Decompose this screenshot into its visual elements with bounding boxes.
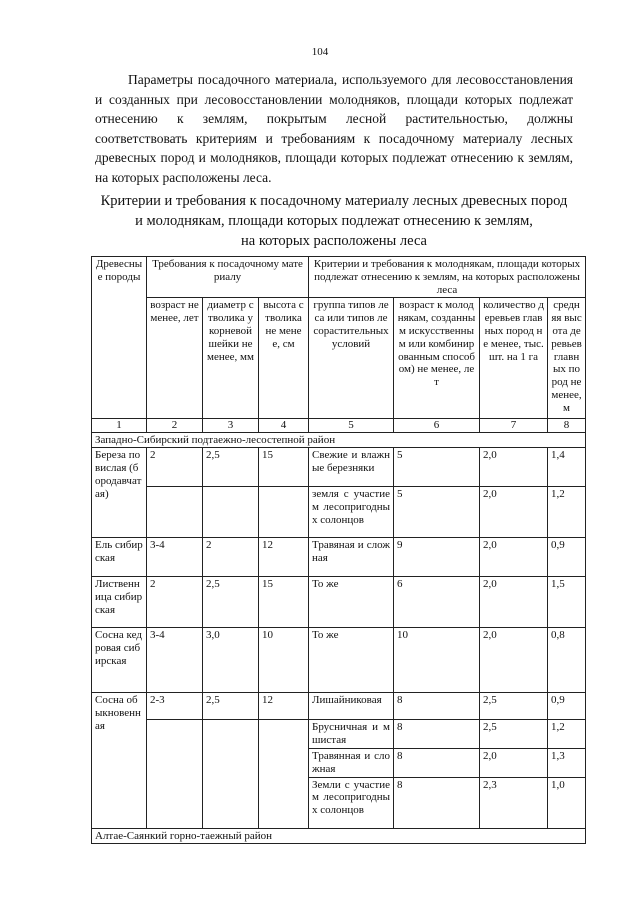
forest-type: Травянная и сложная [309,748,394,777]
column-number: 7 [480,419,548,433]
young-age: 8 [394,693,480,720]
tree-count: 2,0 [480,538,548,577]
young-age: 9 [394,538,480,577]
tree-count: 2,5 [480,693,548,720]
tree-count: 2,0 [480,577,548,628]
seedling-age: 2 [147,577,203,628]
table-row [92,538,586,577]
avg-height: 0,9 [548,538,586,577]
header-species: Древесные породы [92,257,147,419]
avg-height: 1,2 [548,720,586,749]
column-number: 6 [394,419,480,433]
species-name: Сосна кедровая сибирская [92,628,147,693]
forest-type: земля с участием лесопригодных солонцов [309,487,394,538]
table-row [92,720,586,749]
forest-type: Земли с участием лесопригодных солонцов [309,777,394,828]
species-name: Береза повислая (бородавчатая) [92,448,147,538]
forest-type: То же [309,628,394,693]
page-number: 104 [311,46,329,58]
seedling-diameter: 3,0 [203,628,259,693]
seedling-age: 2 [147,448,203,487]
region-row [92,828,586,843]
seedling-diameter: 2 [203,538,259,577]
region-name: Алтае-Саянкий горно-таежный район [92,828,586,843]
seedling-height: 15 [259,448,309,487]
seedling-height: 12 [259,538,309,577]
column-number: 5 [309,419,394,433]
young-age: 6 [394,577,480,628]
avg-height: 1,0 [548,777,586,828]
species-name: Ель сибирская [92,538,147,577]
table-row [92,777,586,828]
header-height: высота стволика не менее, см [259,298,309,419]
table-row [92,448,586,487]
table-title-line: Критерии и требования к посадочному материалу лесных древесных пород [100,193,568,209]
tree-count: 2,0 [480,748,548,777]
column-number: 1 [92,419,147,433]
avg-height: 1,3 [548,748,586,777]
seedling-diameter: 2,5 [203,693,259,720]
young-age: 8 [394,720,480,749]
young-age: 8 [394,748,480,777]
column-number: 2 [147,419,203,433]
column-number-row [92,419,586,433]
header-forest-type: группа типов леса или типов лесорастительных условий [309,298,394,419]
avg-height: 1,4 [548,448,586,487]
avg-height: 0,8 [548,628,586,693]
tree-count: 2,0 [480,448,548,487]
table-row [92,693,586,720]
seedling-age: 3-4 [147,628,203,693]
table-row [92,487,586,538]
column-number: 3 [203,419,259,433]
header-planting-requirements: Требования к посадочному материалу [147,257,309,298]
young-age: 5 [394,487,480,538]
table-title [95,191,573,251]
intro-paragraph: Параметры посадочного материала, используемого для лесовосстановления и созданных при лесовосстановлении молодняков, площади которых подлежат отнесению к землям, покрытым лесной растительностью, должны соответствовать критериям и требованиям к посадочному материалу лесных древесных пород и молодняков, площади которых подлежат отнесению к землям, на которых расположены леса. [95,72,573,185]
table-row [92,748,586,777]
young-age: 10 [394,628,480,693]
avg-height: 0,9 [548,693,586,720]
forest-type: Травяная и сложная [309,538,394,577]
table-row [92,577,586,628]
region-row [92,433,586,448]
forest-type: Свежие и влажные березняки [309,448,394,487]
seedling-age: 3-4 [147,538,203,577]
species-name: Лиственница сибирская [92,577,147,628]
tree-count: 2,5 [480,720,548,749]
avg-height: 1,5 [548,577,586,628]
table-title-line: и молоднякам, площади которых подлежат отнесению к землям, [135,213,533,229]
seedling-diameter: 2,5 [203,448,259,487]
seedling-height: 15 [259,577,309,628]
seedling-diameter: 2,5 [203,577,259,628]
tree-count: 2,0 [480,628,548,693]
species-name: Сосна обыкновенная [92,693,147,828]
region-name: Западно-Сибирский подтаежно-лесостепной район [92,433,586,448]
forest-type: Брусничная и мшистая [309,720,394,749]
header-tree-count: количество деревьев главных пород не менее, тыс. шт. на 1 га [480,298,548,419]
header-diameter: диаметр стволика у корневой шейки не менее, мм [203,298,259,419]
forest-type: То же [309,577,394,628]
header-young-stand-criteria: Критерии и требования к молоднякам, площади которых подлежат отнесению к землям, на которых расположены леса [309,257,586,298]
seedling-age: 2-3 [147,693,203,720]
young-age: 8 [394,777,480,828]
young-age: 5 [394,448,480,487]
table-row [92,628,586,693]
tree-count: 2,0 [480,487,548,538]
criteria-table [91,256,586,844]
forest-type: Лишайниковая [309,693,394,720]
header-avg-height: средняя высота деревьев главных пород не менее, м [548,298,586,419]
seedling-height: 12 [259,693,309,720]
table-title-line: на которых расположены леса [241,233,427,249]
avg-height: 1,2 [548,487,586,538]
tree-count: 2,3 [480,777,548,828]
column-number: 4 [259,419,309,433]
column-number: 8 [548,419,586,433]
header-young-age: возраст к молоднякам, созданным искусственным или комбинированным способом) не менее, лет [394,298,480,419]
header-age: возраст не менее, лет [147,298,203,419]
seedling-height: 10 [259,628,309,693]
